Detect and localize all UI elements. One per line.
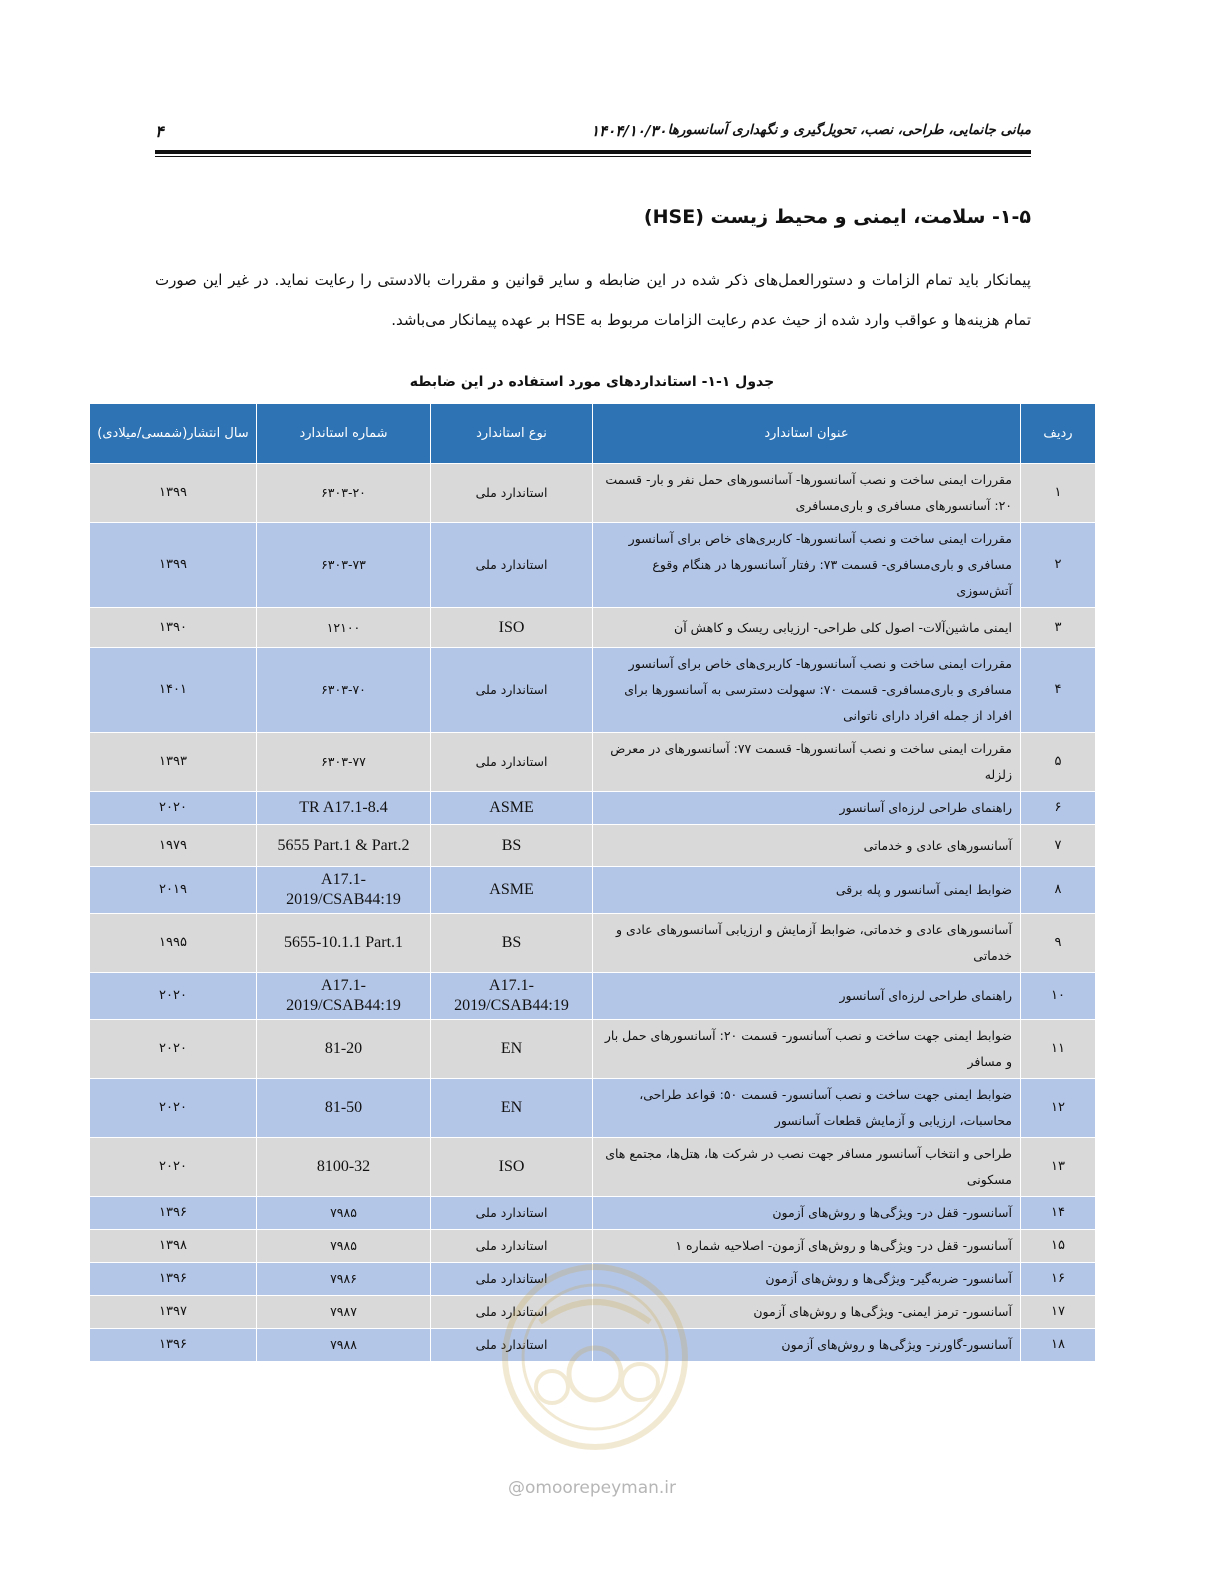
cell-number: ۷۹۸۵: [257, 1197, 431, 1230]
cell-number: 81-50: [257, 1079, 431, 1138]
cell-year: ۱۳۹۸: [90, 1230, 257, 1263]
cell-type: استاندارد ملی: [431, 648, 593, 733]
cell-title: آسانسورهای عادی و خدماتی، ضوابط آزمایش و ارزیابی آسانسورهای عادی و خدماتی: [593, 914, 1021, 973]
cell-title: مقررات ایمنی ساخت و نصب آسانسورها- کاربری‌های خاص برای آسانسور مسافری و باری‌مسافری- قسمت ۷۳: رفتار آسانسورها در هنگام وقوع آتش‌سوزی: [593, 523, 1021, 608]
cell-type: ISO: [431, 608, 593, 648]
cell-number: ۶۳۰۳-۷۰: [257, 648, 431, 733]
cell-row-number: ۳: [1021, 608, 1096, 648]
cell-type: EN: [431, 1020, 593, 1079]
cell-row-number: ۵: [1021, 733, 1096, 792]
cell-number: A17.1-2019/CSAB44:19: [257, 867, 431, 914]
cell-title: آسانسورهای عادی و خدماتی: [593, 825, 1021, 867]
cell-type: BS: [431, 825, 593, 867]
table-row: [90, 792, 1096, 825]
cell-type: استاندارد ملی: [431, 1329, 593, 1362]
cell-type: استاندارد ملی: [431, 1197, 593, 1230]
table-row: [90, 608, 1096, 648]
cell-title: مقررات ایمنی ساخت و نصب آسانسورها- کاربری‌های خاص برای آسانسور مسافری و باری‌مسافری- قسمت ۷۰: سهولت دسترسی به آسانسورها برای افراد از جمله افراد دارای ناتوانی: [593, 648, 1021, 733]
cell-type: ASME: [431, 792, 593, 825]
section-paragraph: [155, 260, 1031, 340]
table-row: [90, 733, 1096, 792]
cell-year: ۱۳۹۶: [90, 1263, 257, 1296]
cell-type: استاندارد ملی: [431, 1296, 593, 1329]
cell-type: ISO: [431, 1138, 593, 1197]
table-row: [90, 914, 1096, 973]
cell-year: ۱۳۹۳: [90, 733, 257, 792]
cell-title: ضوابط ایمنی جهت ساخت و نصب آسانسور- قسمت ۵۰: قواعد طراحی، محاسبات، ارزیابی و آزمایش قطعات آسانسور: [593, 1079, 1021, 1138]
cell-row-number: ۱۰: [1021, 973, 1096, 1020]
cell-year: ۲۰۲۰: [90, 1138, 257, 1197]
cell-row-number: ۱۴: [1021, 1197, 1096, 1230]
cell-year: ۲۰۲۰: [90, 1020, 257, 1079]
cell-type: استاندارد ملی: [431, 1230, 593, 1263]
cell-row-number: ۷: [1021, 825, 1096, 867]
table-row: [90, 1197, 1096, 1230]
cell-type: EN: [431, 1079, 593, 1138]
header-rule: [155, 150, 1031, 154]
cell-row-number: ۱۵: [1021, 1230, 1096, 1263]
cell-title: آسانسور- ضربه‌گیر- ویژگی‌ها و روش‌های آزمون: [593, 1263, 1021, 1296]
cell-type: استاندارد ملی: [431, 523, 593, 608]
cell-row-number: ۱: [1021, 464, 1096, 523]
header-date: ۱۴۰۴/۱۰/۳۰: [591, 122, 667, 140]
cell-title: آسانسور- قفل در- ویژگی‌ها و روش‌های آزمون- اصلاحیه شماره ۱: [593, 1230, 1021, 1263]
cell-number: A17.1-2019/CSAB44:19: [257, 973, 431, 1020]
cell-year: ۲۰۲۰: [90, 1079, 257, 1138]
cell-year: ۲۰۲۰: [90, 792, 257, 825]
cell-title: ایمنی ماشین‌آلات- اصول کلی طراحی- ارزیابی ریسک و کاهش آن: [593, 608, 1021, 648]
cell-year: ۱۳۹۰: [90, 608, 257, 648]
cell-row-number: ۱۳: [1021, 1138, 1096, 1197]
table-row: [90, 523, 1096, 608]
cell-title: ضوابط ایمنی آسانسور و پله برقی: [593, 867, 1021, 914]
watermark-url: @omoorepeyman.ir: [508, 1478, 677, 1498]
cell-title: راهنمای طراحی لرزه‌ای آسانسور: [593, 973, 1021, 1020]
table-header-row: [90, 404, 1096, 464]
cell-row-number: ۶: [1021, 792, 1096, 825]
cell-title: ضوابط ایمنی جهت ساخت و نصب آسانسور- قسمت ۲۰: آسانسورهای حمل بار و مسافر: [593, 1020, 1021, 1079]
cell-type: استاندارد ملی: [431, 464, 593, 523]
cell-row-number: ۱۱: [1021, 1020, 1096, 1079]
table-row: [90, 825, 1096, 867]
cell-number: ۶۳۰۳-۷۳: [257, 523, 431, 608]
table-caption: جدول ۱-۱- استانداردهای مورد استفاده در این ضابطه: [409, 374, 775, 390]
cell-type: استاندارد ملی: [431, 1263, 593, 1296]
cell-type: BS: [431, 914, 593, 973]
cell-title: آسانسور- ترمز ایمنی- ویژگی‌ها و روش‌های آزمون: [593, 1296, 1021, 1329]
table-row: [90, 464, 1096, 523]
cell-number: ۷۹۸۸: [257, 1329, 431, 1362]
cell-number: ۶۳۰۳-۷۷: [257, 733, 431, 792]
table-row: [90, 1138, 1096, 1197]
cell-row-number: ۱۸: [1021, 1329, 1096, 1362]
page-number: ۴: [155, 122, 164, 141]
cell-row-number: ۸: [1021, 867, 1096, 914]
cell-number: 5655-10.1.1 Part.1: [257, 914, 431, 973]
standards-table: [89, 403, 1096, 1362]
cell-year: ۱۴۰۱: [90, 648, 257, 733]
cell-row-number: ۹: [1021, 914, 1096, 973]
cell-title: آسانسور-گاورنر- ویژگی‌ها و روش‌های آزمون: [593, 1329, 1021, 1362]
cell-year: ۱۳۹۶: [90, 1197, 257, 1230]
cell-number: ۷۹۸۶: [257, 1263, 431, 1296]
cell-row-number: ۱۶: [1021, 1263, 1096, 1296]
cell-number: ۷۹۸۵: [257, 1230, 431, 1263]
header-title: عنوان استاندارد: [593, 404, 1021, 464]
header-rule-thin: [155, 156, 1031, 157]
cell-year: ۱۳۹۹: [90, 464, 257, 523]
cell-number: ۱۲۱۰۰: [257, 608, 431, 648]
cell-type: استاندارد ملی: [431, 733, 593, 792]
cell-title: راهنمای طراحی لرزه‌ای آسانسور: [593, 792, 1021, 825]
cell-number: ۶۳۰۳-۲۰: [257, 464, 431, 523]
header-year: سال انتشار(شمسی/میلادی): [90, 404, 257, 464]
cell-type: ASME: [431, 867, 593, 914]
cell-row-number: ۲: [1021, 523, 1096, 608]
cell-year: ۱۳۹۶: [90, 1329, 257, 1362]
cell-title: طراحی و انتخاب آسانسور مسافر جهت نصب در شرکت ها، هتل‌ها، مجتمع های مسکونی: [593, 1138, 1021, 1197]
table-row: [90, 867, 1096, 914]
cell-year: ۱۹۷۹: [90, 825, 257, 867]
paragraph-text: پیمانکار باید تمام الزامات و دستورالعمل‌های ذکر شده در این ضابطه و سایر قوانین و مقررات بالادستی را رعایت نماید. در غیر این صورت تمام هزینه‌ها و عواقب وارد شده از حیث عدم رعایت الزامات مربوط به HSE بر عهده پیمانکار می‌باشد.: [155, 271, 1031, 329]
cell-row-number: ۱۲: [1021, 1079, 1096, 1138]
cell-title: مقررات ایمنی ساخت و نصب آسانسورها- آسانسورهای حمل نفر و بار- قسمت ۲۰: آسانسورهای مسافری و باری‌مسافری: [593, 464, 1021, 523]
cell-type: A17.1-2019/CSAB44:19: [431, 973, 593, 1020]
section-heading: ۱-۵- سلامت، ایمنی و محیط زیست (HSE): [643, 206, 1031, 228]
cell-row-number: ۴: [1021, 648, 1096, 733]
cell-year: ۲۰۲۰: [90, 973, 257, 1020]
cell-year: ۲۰۱۹: [90, 867, 257, 914]
cell-year: ۱۹۹۵: [90, 914, 257, 973]
table-row: [90, 1230, 1096, 1263]
table-row: [90, 648, 1096, 733]
cell-number: 5655 Part.1 & Part.2: [257, 825, 431, 867]
cell-row-number: ۱۷: [1021, 1296, 1096, 1329]
table-body: [90, 464, 1096, 1362]
cell-title: آسانسور- قفل در- ویژگی‌ها و روش‌های آزمون: [593, 1197, 1021, 1230]
header-row-number: ردیف: [1021, 404, 1096, 464]
header-title: مبانی جانمایی، طراحی، نصب، تحویل‌گیری و نگهداری آسانسورها: [667, 122, 1031, 138]
table-row: [90, 973, 1096, 1020]
header-type: نوع استاندارد: [431, 404, 593, 464]
cell-number: 81-20: [257, 1020, 431, 1079]
table-row: [90, 1020, 1096, 1079]
cell-year: ۱۳۹۷: [90, 1296, 257, 1329]
header-number: شماره استاندارد: [257, 404, 431, 464]
cell-title: مقررات ایمنی ساخت و نصب آسانسورها- قسمت ۷۷: آسانسورهای در معرض زلزله: [593, 733, 1021, 792]
cell-number: 8100-32: [257, 1138, 431, 1197]
cell-number: TR A17.1-8.4: [257, 792, 431, 825]
seal-watermark: [500, 1262, 690, 1452]
table-row: [90, 1079, 1096, 1138]
cell-number: ۷۹۸۷: [257, 1296, 431, 1329]
cell-year: ۱۳۹۹: [90, 523, 257, 608]
